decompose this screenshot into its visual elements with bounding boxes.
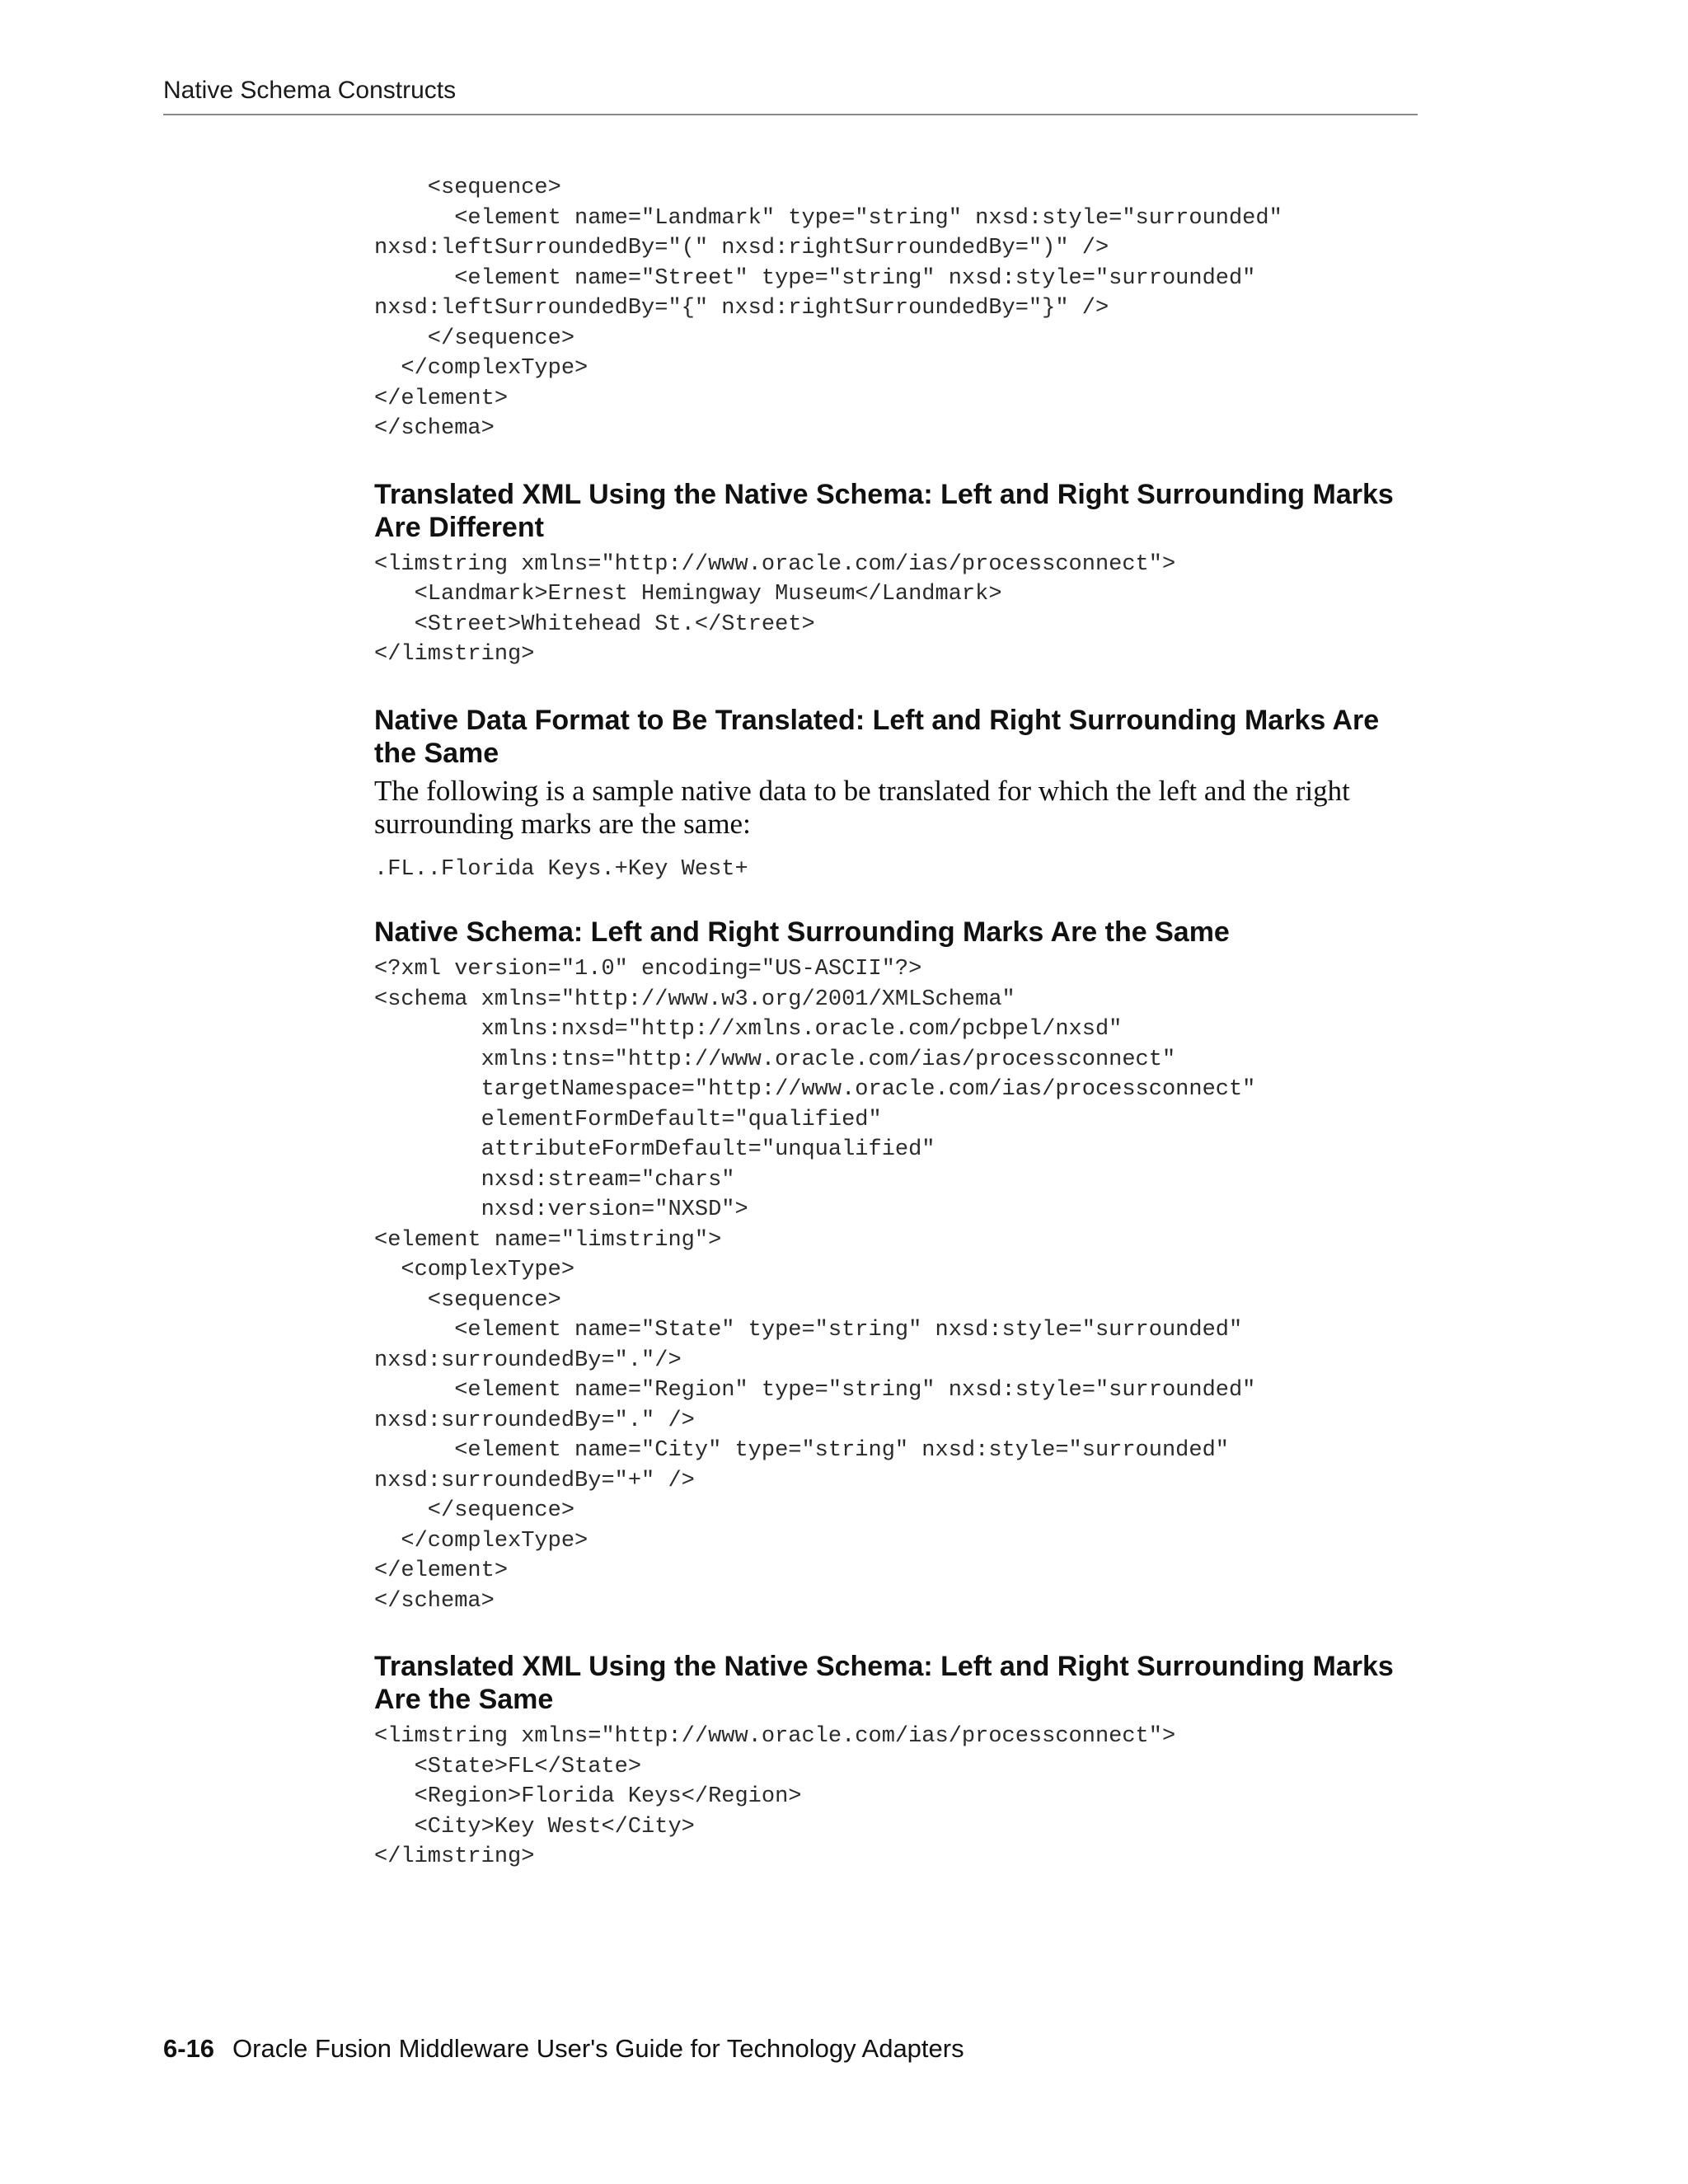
page-content: [374, 173, 1418, 1872]
code-block-schema-continuation: <sequence> <element name="Landmark" type="string" nxsd:style="surrounded" nxsd:leftSurroundedBy="(" nxsd:rightSurroundedBy=")" /> <element name="Street" type="string" nxsd:style="surrounded" nxsd:leftSurroundedBy="{" nxsd:rightSurroundedBy="}" /> </sequence> </complexType> </element> </schema>: [374, 176, 1282, 441]
code-block-native-schema-same: <?xml version="1.0" encoding="US-ASCII"?> <schema xmlns="http://www.w3.org/2001/XMLSchema" xmlns:nxsd="http://xmlns.oracle.com/pcbpel/nxsd" xmlns:tns="http://www.oracle.com/ias/processconnect" targetNamespace="http://www.oracle.com/ias/processconnect" elementFormDefault="qualified" attributeFormDefault="unqualified" nxsd:stream="chars" nxsd:version="NXSD"> <element name="limstring"> <complexType> <sequence> <element name="State" type="string" nxsd:style="surrounded" nxsd:surroundedBy="."/> <element name="Region" type="string" nxsd:style="surrounded" nxsd:surroundedBy="." /> <element name="City" type="string" nxsd:style="surrounded" nxsd:surroundedBy="+" /> </sequence> </complexType> </element> </schema>: [374, 957, 1256, 1614]
book-title: Oracle Fusion Middleware User's Guide for Technology Adapters: [232, 2034, 964, 2063]
running-header-title: Native Schema Constructs: [163, 77, 457, 104]
page-number: 6-16: [163, 2034, 215, 2063]
running-header: [163, 76, 1418, 115]
heading-native-data-format-same: Native Data Format to Be Translated: Left and Right Surrounding Marks Are the Same: [374, 704, 1380, 769]
paragraph-native-data-description: The following is a sample native data to be translated for which the left and the right surrounding marks are the same:: [374, 774, 1350, 840]
code-block-translated-xml-different: <limstring xmlns="http://www.oracle.com/ias/processconnect"> <Landmark>Ernest Hemingway Museum</Landmark> <Street>Whitehead St.</Street> </limstring>: [374, 551, 1176, 667]
page-footer: [163, 2032, 964, 2065]
code-block-native-data-sample: .FL..Florida Keys.+Key West+: [374, 856, 748, 882]
heading-translated-xml-different: Translated XML Using the Native Schema: Left and Right Surrounding Marks Are Different: [374, 478, 1394, 543]
heading-translated-xml-same: Translated XML Using the Native Schema: Left and Right Surrounding Marks Are the Same: [374, 1651, 1394, 1715]
code-block-translated-xml-same: <limstring xmlns="http://www.oracle.com/ias/processconnect"> <State>FL</State> <Region>Florida Keys</Region> <City>Key West</City> </limstring>: [374, 1724, 1176, 1869]
heading-native-schema-same: Native Schema: Left and Right Surrounding Marks Are the Same: [374, 916, 1230, 948]
